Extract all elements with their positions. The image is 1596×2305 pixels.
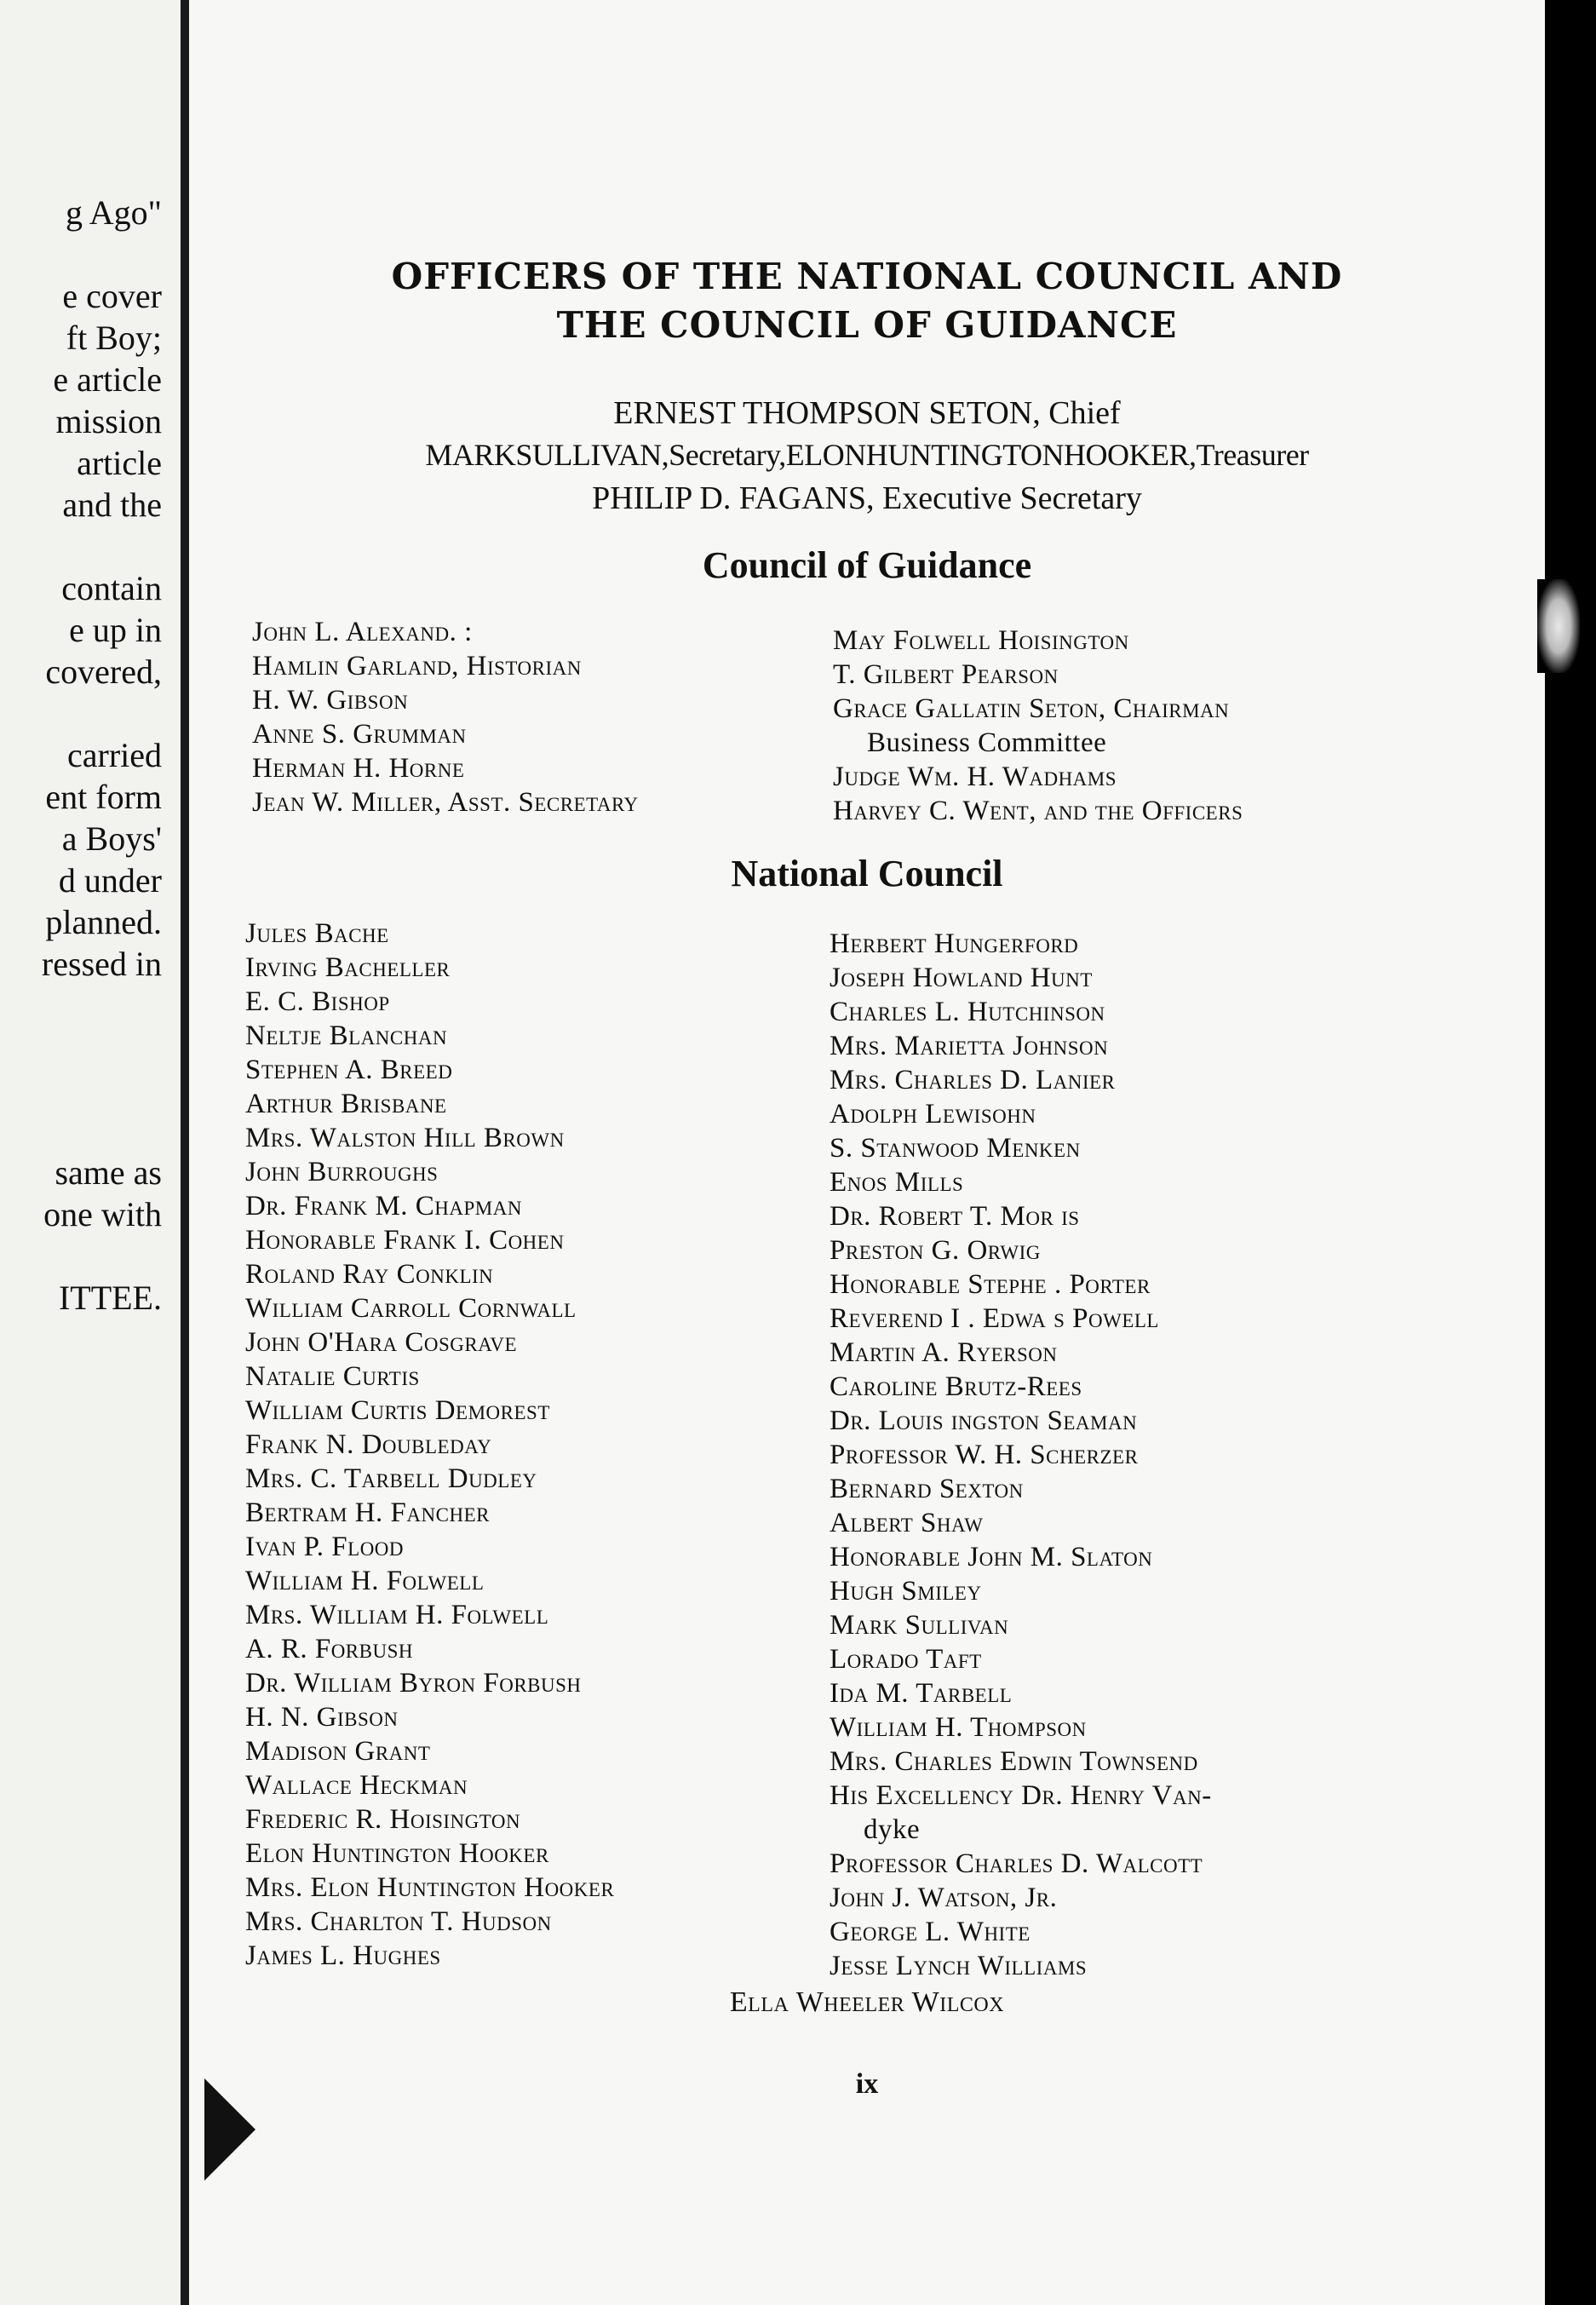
member-name: His Excellency Dr. Henry Van- [830, 1780, 1212, 1811]
member-name: Irving Bacheller [245, 952, 451, 983]
member-name: Albert Shaw [830, 1508, 984, 1538]
member-name: Enos Mills [830, 1167, 964, 1198]
facing-page-line: a Boys' [61, 819, 162, 858]
facing-page-line [42, 1068, 162, 1110]
guidance-right-column [833, 624, 1243, 828]
member-name: William H. Thompson [830, 1712, 1087, 1743]
member-name: Herman H. Horne [252, 753, 465, 784]
member-name: Jesse Lynch Williams [830, 1951, 1088, 1981]
member-name: Business Committee [867, 727, 1107, 758]
member-name: William Curtis Demorest [245, 1395, 550, 1426]
member-name: Dr. Robert T. Mor is [830, 1201, 1080, 1232]
member-name: Hugh Smiley [830, 1576, 982, 1607]
member-name: A. R. Forbush [245, 1634, 413, 1664]
facing-page [0, 0, 181, 2305]
member-name: John J. Watson, Jr. [830, 1883, 1058, 1913]
facing-page-line: g Ago" [65, 193, 162, 232]
guidance-left-column [252, 615, 639, 819]
member-name: Herbert Hungerford [830, 928, 1079, 959]
member-name: H. N. Gibson [245, 1702, 399, 1733]
facing-page-line: covered, [45, 652, 162, 691]
book-page [189, 0, 1545, 2305]
member-name: Neltje Blanchan [245, 1020, 448, 1051]
member-name: Bertram H. Fancher [245, 1497, 490, 1528]
council-of-guidance-heading: Council of Guidance [702, 544, 1032, 586]
member-name: Wallace Heckman [245, 1770, 468, 1801]
member-name: Lorado Taft [830, 1644, 982, 1675]
member-name: Martin A. Ryerson [830, 1337, 1058, 1368]
facing-page-line [42, 985, 162, 1026]
facing-page-text [42, 192, 162, 1319]
facing-page-line: one with [43, 1195, 162, 1233]
facing-page-line: planned. [45, 903, 162, 941]
member-name: Dr. Frank M. Chapman [245, 1191, 522, 1221]
member-name: Dr. William Byron Forbush [245, 1668, 582, 1699]
facing-page-line [42, 1235, 162, 1277]
scan-artifact [1537, 579, 1580, 673]
member-name: dyke [864, 1814, 921, 1845]
page-number: ix [855, 2068, 879, 2100]
secretary-treasurer: MARKSULLIVAN,Secretary,ELONHUNTINGTONHOOKER,Treasurer [425, 438, 1309, 472]
member-name: H. W. Gibson [252, 685, 409, 716]
member-name: T. Gilbert Pearson [833, 659, 1059, 690]
facing-page-line [42, 1026, 162, 1068]
member-name: Ivan P. Flood [245, 1532, 405, 1562]
member-name: Mrs. William H. Folwell [245, 1600, 549, 1630]
facing-page-line: ft Boy; [66, 319, 162, 357]
member-name: Frank N. Doubleday [245, 1429, 492, 1460]
member-name: Professor Charles D. Walcott [830, 1848, 1203, 1879]
member-name: Frederic R. Hoisington [245, 1804, 521, 1835]
facing-page-line: e article [53, 360, 162, 399]
member-name: Honorable Frank I. Cohen [245, 1225, 565, 1256]
member-name: Bernard Sexton [830, 1474, 1024, 1504]
facing-page-line: mission [55, 402, 162, 440]
facing-page-line: carried [66, 736, 162, 774]
member-name: Harvey C. Went, and the Officers [833, 796, 1243, 826]
member-name: Stephen A. Breed [245, 1055, 453, 1085]
member-name: George L. White [830, 1917, 1031, 1947]
facing-page-line: ressed in [41, 945, 162, 983]
chief-officer: ERNEST THOMPSON SETON, Chief [613, 395, 1121, 431]
facing-page-line [42, 693, 162, 734]
member-name: Adolph Lewisohn [830, 1099, 1036, 1130]
member-name: S. Stanwood Menken [830, 1133, 1081, 1164]
facing-page-line: contain [61, 569, 162, 607]
member-name: Mrs. Charles Edwin Townsend [830, 1746, 1198, 1777]
facing-page-line: ITTEE. [58, 1279, 162, 1317]
member-name: E. C. Bishop [245, 986, 390, 1017]
national-left-column [245, 917, 614, 1973]
page-title-line-1: OFFICERS OF THE NATIONAL COUNCIL AND [391, 256, 1343, 297]
facing-page-line: and the [62, 486, 162, 524]
member-name: Joseph Howland Hunt [830, 963, 1093, 993]
member-name: Mark Sullivan [830, 1610, 1009, 1641]
facing-page-line [42, 1110, 162, 1152]
member-name: Anne S. Grumman [252, 719, 467, 750]
member-name: John O'Hara Cosgrave [245, 1327, 518, 1358]
member-name: Madison Grant [245, 1736, 431, 1767]
member-name: John L. Alexand. : [252, 617, 473, 647]
member-name: Jean W. Miller, Asst. Secretary [252, 787, 639, 818]
member-name: Dr. Louis ingston Seaman [830, 1405, 1138, 1436]
member-name: Elon Huntington Hooker [245, 1838, 549, 1869]
member-name: Preston G. Orwig [830, 1235, 1041, 1266]
facing-page-line [42, 233, 162, 275]
member-name: Arthur Brisbane [245, 1089, 447, 1119]
member-name: James L. Hughes [245, 1940, 441, 1971]
member-name: Roland Ray Conklin [245, 1259, 494, 1290]
member-name: Honorable John M. Slaton [830, 1542, 1153, 1572]
member-name: May Folwell Hoisington [833, 625, 1129, 656]
facing-page-line: d under [58, 861, 162, 900]
member-name: Mrs. Charles D. Lanier [830, 1065, 1116, 1095]
book-gutter [181, 0, 189, 2305]
member-name: William Carroll Cornwall [245, 1293, 577, 1324]
member-name: Charles L. Hutchinson [830, 997, 1105, 1027]
member-name: Mrs. Marietta Johnson [830, 1031, 1109, 1061]
page-title-line-2: THE COUNCIL OF GUIDANCE [556, 304, 1178, 346]
member-name: Natalie Curtis [245, 1361, 420, 1392]
member-name: Mrs. Walston Hill Brown [245, 1123, 565, 1153]
member-name: Mrs. C. Tarbell Dudley [245, 1463, 537, 1494]
page-edge-shadow [204, 2078, 255, 2181]
facing-page-line: article [77, 444, 162, 482]
facing-page-line: ent form [45, 778, 162, 816]
facing-page-line: same as [55, 1153, 162, 1192]
member-name: Judge Wm. H. Wadhams [833, 762, 1117, 792]
member-name: John Burroughs [245, 1157, 439, 1187]
member-name: Ida M. Tarbell [830, 1678, 1013, 1709]
member-name: Reverend I . Edwa s Powell [830, 1303, 1159, 1334]
member-name: Caroline Brutz-Rees [830, 1371, 1082, 1402]
member-name: Mrs. Elon Huntington Hooker [245, 1872, 615, 1903]
national-right-column [830, 927, 1212, 1983]
member-name: Professor W. H. Scherzer [830, 1440, 1139, 1470]
member-name: William H. Folwell [245, 1566, 485, 1596]
scan-border [1545, 0, 1596, 2305]
executive-secretary: PHILIP D. FAGANS, Executive Secretary [592, 480, 1142, 516]
member-name: Honorable Stephe . Porter [830, 1269, 1151, 1300]
national-council-heading: National Council [731, 853, 1003, 894]
facing-page-line: e up in [69, 611, 162, 649]
final-member-name: Ella Wheeler Wilcox [729, 1986, 1005, 2018]
member-name: Mrs. Charlton T. Hudson [245, 1906, 552, 1937]
member-name: Hamlin Garland, Historian [252, 651, 582, 681]
facing-page-line: e cover [62, 277, 162, 315]
member-name: Grace Gallatin Seton, Chairman [833, 693, 1230, 724]
member-name: Jules Bache [245, 918, 389, 949]
facing-page-line [42, 526, 162, 567]
